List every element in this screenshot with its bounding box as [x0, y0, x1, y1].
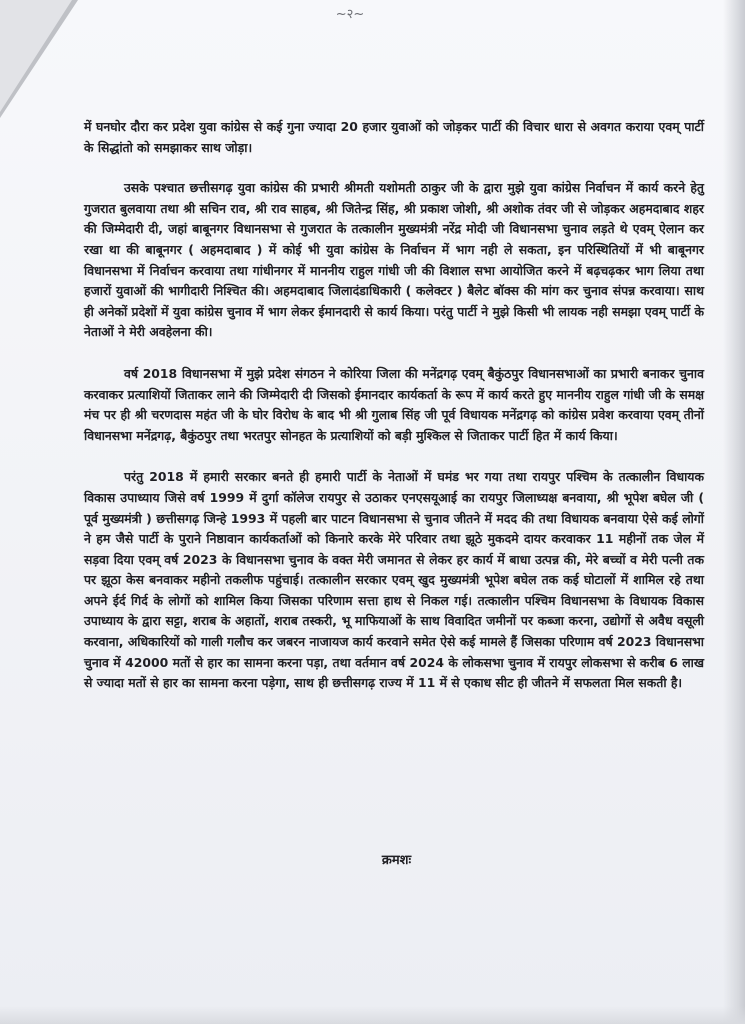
paragraph-3: वर्ष 2018 विधानसभा में मुझे प्रदेश संगठन ने कोरिया जिला की मनेंद्रगढ़ एवम् बैकुंठपुर विधानसभाओं का प्रभारी बनाकर चुनाव करवाकर प्रत्याशियों जिताकर लाने की जिम्मेदारी दी जिसको ईमानदार कार्यकर्ता के रूप में कार्य करते हुए माननीय राहुल गांधी जी के समक्ष मंच पर ही श्री चरणदास महंत जी के घोर विरोध के बाद भी श्री गुलाब सिंह जी पूर्व विधायक मनेंद्रगढ़ को कांग्रेस प्रवेश करवाया एवम् तीनों विधानसभा मनेंद्रगढ़, बैकुंठपुर तथा भरतपुर सोनहत के प्रत्याशियों को बड़ी मुश्किल से जिताकर पार्टी हित में कार्य किया। — [84, 365, 704, 443]
letter-body — [84, 117, 704, 694]
page-edge-shadow — [723, 0, 745, 1024]
folded-corner-inner — [0, 0, 72, 112]
continued-note — [0, 850, 745, 868]
continued-label: क्रमशः — [381, 853, 412, 868]
page-number: ~२~ — [335, 7, 365, 22]
paragraph-1: में घनघोर दौरा कर प्रदेश युवा कांग्रेस से कई गुना ज्यादा 20 हजार युवाओं को जोड़कर पार्टी की विचार धारा से अवगत कराया एवम् पार्टी के सिद्धांतो को समझाकर साथ जोड़ा। — [84, 119, 704, 155]
page-bottom-shadow — [0, 1006, 745, 1024]
paragraph-4: परंतु 2018 में हमारी सरकार बनते ही हमारी पार्टी के नेताओं में घमंड भर गया तथा रायपुर पश्चिम के तत्कालीन विधायक विकास उपाध्याय जिसे वर्ष 1999 में दुर्गा कॉलेज रायपुर से उठाकर एनएसयूआई का रायपुर जिलाध्यक्ष बनवाया, श्री भूपेश बघेल जी ( पूर्व मुख्यमंत्री ) छत्तीसगढ़ जिन्हे 1993 में पहली बार पाटन विधानसभा से चुनाव जीतने में मदद की तथा विधायक बनवाया ऐसे कई लोगों ने हम जैसे पार्टी के पुराने निष्ठावान कार्यकर्ताओं को किनारे करके मेरे परिवार तथा झूठे मुकदमे दायर करवाकर 11 महीनों तक जेल में सड़वा दिया एवम् वर्ष 2023 के विधानसभा चुनाव के वक्त मेरी जमानत से लेकर हर कार्य में बाधा उत्पन्न की, मेरे बच्चों व मेरी पत्नी तक पर झूठा केस बनवाकर महीनो तकलीफ पहुंचाई। तत्कालीन सरकार एवम् खुद मुख्यमंत्री भूपेश बघेल तक कई घोटालों में शामिल रहे तथा अपने ईर्द गिर्द के लोगों को शामिल किया जिसका परिणाम सत्ता हाथ से निकल गई। तत्कालीन पश्चिम विधानसभा के विधायक विकास उपाध्याय के द्वारा सट्टा, शराब के अहातों, शराब तस्करी, भू माफियाओं के साथ विवादित जमीनों पर कब्जा करना, उद्योगों से अवैध वसूली करवाना, अधिकारियों को गाली गलौच कर जबरन नाजायज कार्य करवाने समेत ऐसे कई मामले हैं जिसका परिणाम वर्ष 2023 विधानसभा चुनाव में 42000 मतों से हार का सामना करना पड़ा, तथा वर्तमान वर्ष 2024 के लोकसभा चुनाव में रायपुर लोकसभा से करीब 6 लाख से ज्यादा मतों से हार का सामना करना पड़ेगा, साथ ही छत्तीसगढ़ राज्य में 11 में से एकाध सीट ही जीतने में सफलता मिल सकती है। — [84, 469, 704, 691]
paragraph-2: उसके पश्चात छत्तीसगढ़ युवा कांग्रेस की प्रभारी श्रीमती यशोमती ठाकुर जी के द्वारा मुझे युवा कांग्रेस निर्वाचन में कार्य करने हेतु गुजरात बुलवाया तथा श्री सचिन राव, श्री राव साहब, श्री जितेन्द्र सिंह, श्री प्रकाश जोशी, श्री अशोक तंवर जी से जोड़कर अहमदाबाद शहर की जिम्मेदारी दी, जहां बाबूनगर विधानसभा से गुजरात के तत्कालीन मुख्यमंत्री नरेंद्र मोदी जी विधानसभा चुनाव लड़ते थे एवम् ऐलान कर रखा था की बाबूनगर ( अहमदाबाद ) में कोई भी युवा कांग्रेस के निर्वाचन में भाग नही ले सकता, इन परिस्थितियों में भी बाबूनगर विधानसभा में निर्वाचन करवाया तथा गांधीनगर में माननीय राहुल गांधी जी की विशाल सभा आयोजित करने में बढ़चढ़कर भाग लिया तथा हजारों युवाओं की भागीदारी निश्चित की। अहमदाबाद जिलादंडाधिकारी ( कलेक्टर ) बैलेट बॉक्स की मांग कर चुनाव संपन्न करवाया। साथ ही अनेकों प्रदेशों में युवा कांग्रेस चुनाव में भाग लेकर ईमानदारी से कार्य किया। परंतु पार्टी ने मुझे किसी भी लायक नही समझा एवम् पार्टी के नेताओं ने मेरी अवहेलना की। — [84, 180, 704, 340]
